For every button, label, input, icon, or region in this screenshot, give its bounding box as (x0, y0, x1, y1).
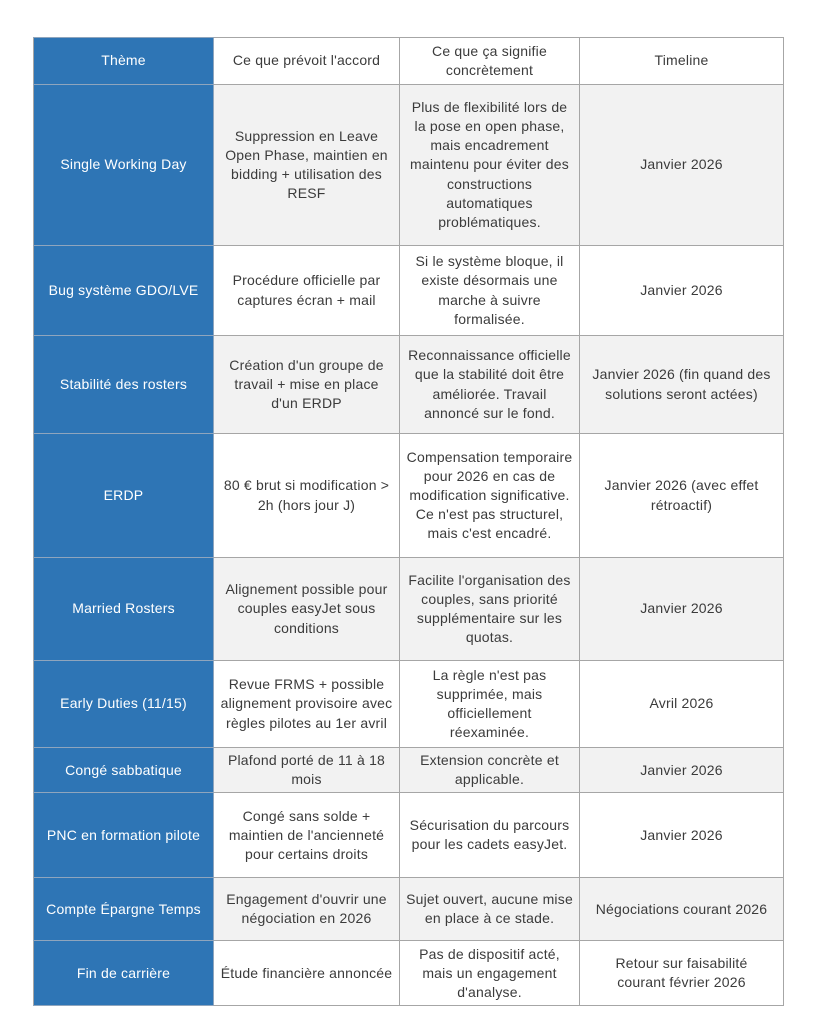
signifie-cell: Facilite l'organisation des couples, sans priorité supplémentaire sur les quotas. (400, 558, 580, 661)
theme-cell: ERDP (34, 434, 214, 558)
header-signifie: Ce que ça signifie concrètement (400, 38, 580, 85)
signifie-cell: Reconnaissance officielle que la stabilité doit être améliorée. Travail annoncé sur le fond. (400, 336, 580, 434)
signifie-cell: Compensation temporaire pour 2026 en cas de modification significative. Ce n'est pas structurel, mais c'est encadré. (400, 434, 580, 558)
theme-cell: Compte Épargne Temps (34, 878, 214, 941)
timeline-cell: Avril 2026 (580, 661, 784, 748)
timeline-cell: Janvier 2026 (fin quand des solutions seront actées) (580, 336, 784, 434)
theme-cell: Bug système GDO/LVE (34, 246, 214, 336)
theme-cell: Congé sabbatique (34, 748, 214, 793)
accord-cell: Congé sans solde + maintien de l'ancienneté pour certains droits (214, 793, 400, 878)
accord-cell: Alignement possible pour couples easyJet sous conditions (214, 558, 400, 661)
accord-cell: Suppression en Leave Open Phase, maintien en bidding + utilisation des RESF (214, 85, 400, 246)
table-row (34, 336, 784, 434)
accord-cell: Engagement d'ouvrir une négociation en 2026 (214, 878, 400, 941)
timeline-cell: Retour sur faisabilité courant février 2026 (580, 941, 784, 1006)
timeline-cell: Janvier 2026 (580, 85, 784, 246)
timeline-cell: Janvier 2026 (avec effet rétroactif) (580, 434, 784, 558)
signifie-cell: Plus de flexibilité lors de la pose en open phase, mais encadrement maintenu pour éviter des constructions automatiques problématiques. (400, 85, 580, 246)
theme-cell: Married Rosters (34, 558, 214, 661)
theme-cell: Single Working Day (34, 85, 214, 246)
header-theme: Thème (34, 38, 214, 85)
timeline-cell: Janvier 2026 (580, 793, 784, 878)
signifie-cell: Extension concrète et applicable. (400, 748, 580, 793)
header-timeline: Timeline (580, 38, 784, 85)
header-row (34, 38, 784, 85)
signifie-cell: Pas de dispositif acté, mais un engagement d'analyse. (400, 941, 580, 1006)
signifie-cell: La règle n'est pas supprimée, mais officiellement réexaminée. (400, 661, 580, 748)
table-row (34, 85, 784, 246)
table-row (34, 246, 784, 336)
timeline-cell: Janvier 2026 (580, 748, 784, 793)
accord-summary-table (33, 37, 784, 1006)
table-row (34, 748, 784, 793)
signifie-cell: Sujet ouvert, aucune mise en place à ce stade. (400, 878, 580, 941)
accord-cell: 80 € brut si modification > 2h (hors jour J) (214, 434, 400, 558)
signifie-cell: Si le système bloque, il existe désormais une marche à suivre formalisée. (400, 246, 580, 336)
accord-cell: Procédure officielle par captures écran + mail (214, 246, 400, 336)
theme-cell: Fin de carrière (34, 941, 214, 1006)
timeline-cell: Négociations courant 2026 (580, 878, 784, 941)
accord-summary-table-wrap (33, 37, 783, 1006)
table-row (34, 661, 784, 748)
table-row (34, 434, 784, 558)
table-row (34, 941, 784, 1006)
accord-cell: Étude financière annoncée (214, 941, 400, 1006)
accord-cell: Revue FRMS + possible alignement provisoire avec règles pilotes au 1er avril (214, 661, 400, 748)
timeline-cell: Janvier 2026 (580, 558, 784, 661)
table-row (34, 878, 784, 941)
signifie-cell: Sécurisation du parcours pour les cadets easyJet. (400, 793, 580, 878)
timeline-cell: Janvier 2026 (580, 246, 784, 336)
theme-cell: PNC en formation pilote (34, 793, 214, 878)
theme-cell: Stabilité des rosters (34, 336, 214, 434)
accord-cell: Plafond porté de 11 à 18 mois (214, 748, 400, 793)
table-row (34, 558, 784, 661)
theme-cell: Early Duties (11/15) (34, 661, 214, 748)
accord-cell: Création d'un groupe de travail + mise en place d'un ERDP (214, 336, 400, 434)
table-row (34, 793, 784, 878)
header-accord: Ce que prévoit l'accord (214, 38, 400, 85)
